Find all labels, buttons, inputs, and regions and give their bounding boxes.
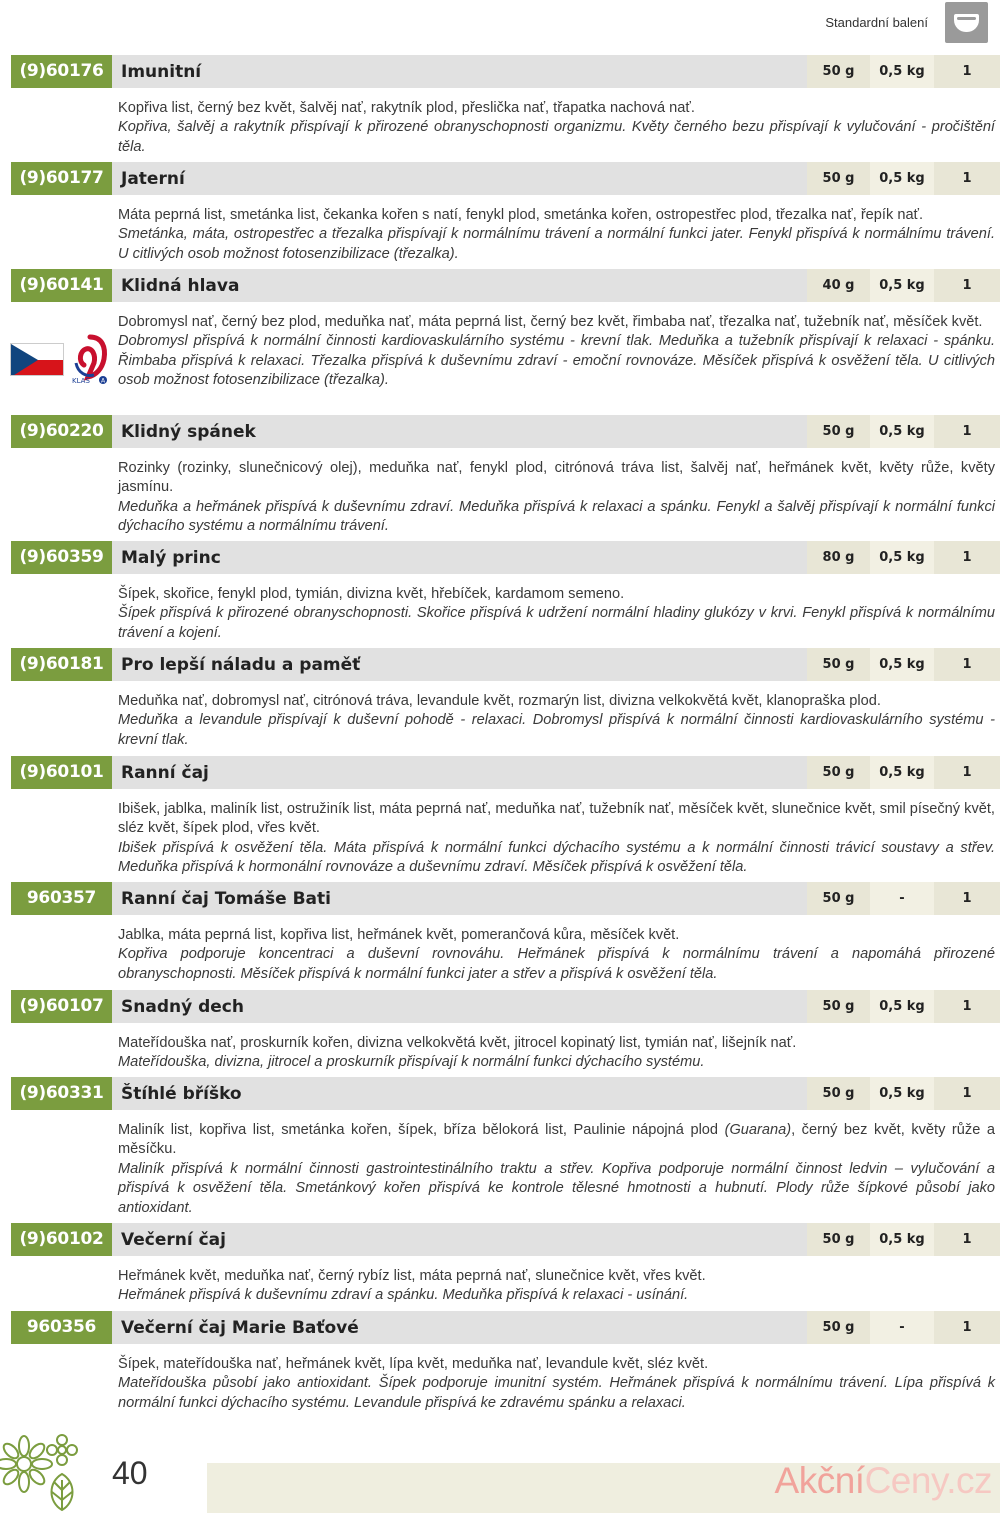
product-header: [11, 1311, 1000, 1344]
standard-packaging-label: Standardní balení: [825, 15, 928, 30]
product-description: [118, 926, 995, 984]
product-name: Klidný spánek: [121, 422, 256, 442]
page-number: 40: [112, 1455, 148, 1491]
product-name-bar: [112, 882, 807, 915]
product-name: Ranní čaj: [121, 763, 209, 783]
product-name: Večerní čaj: [121, 1230, 226, 1250]
product-code: (9)60176: [11, 55, 112, 88]
product-description: [118, 1121, 995, 1218]
czech-flag-icon: [10, 343, 64, 376]
ingredients-text: Maliník list, kopřiva list, smetánka kořen, šípek, bříza bělokorá list, Paulinie nápojná plod: [118, 1122, 725, 1138]
product-qty: 1: [934, 541, 1000, 574]
product-weight: 50 g: [807, 648, 870, 681]
product-name: Pro lepší náladu a paměť: [121, 655, 361, 675]
product-description: [118, 1034, 995, 1073]
product-claim: Ibišek přispívá k osvěžení těla. Máta přispívá k normální funkci dýchacího systému a k normální činnosti trávicí soustavy a střev. Meduňka přispívá k hormonální rovnováze a duševnímu zdraví. Měsíček přispívá k osvěžení těla.: [118, 839, 995, 876]
product-qty: 1: [934, 162, 1000, 195]
product-pack: 0,5 kg: [870, 269, 934, 302]
product-name-bar: [112, 990, 807, 1023]
product-name-bar: [112, 55, 807, 88]
product-code: (9)60102: [11, 1223, 112, 1256]
product-qty: 1: [934, 1311, 1000, 1344]
origin-badges: [10, 333, 110, 385]
klasa-a: A: [101, 377, 106, 385]
klasa-logo-icon: [70, 333, 110, 385]
product-pack: 0,5 kg: [870, 162, 934, 195]
watermark-part-a: Akční: [774, 1460, 865, 1501]
product-pack: 0,5 kg: [870, 756, 934, 789]
product-name-bar: [112, 541, 807, 574]
product-header: [11, 756, 1000, 789]
product-ingredients: Rozinky (rozinky, slunečnicový olej), meduňka nať, fenykl plod, citrónová tráva list, šalvěj nať, heřmánek květ, květy růže, květy jasmínu.: [118, 460, 995, 496]
product-pack: -: [870, 882, 934, 915]
ingredients-text: , černý bez květ, květy růže a měsíčku.: [118, 1122, 995, 1158]
product-code: 960356: [11, 1311, 112, 1344]
product-claim: Mateřídouška působí jako antioxidant. Šípek podporuje imunitní systém. Heřmánek přispívá k normálnímu trávení. Lípa přispívá k normální funkci dýchacího systému. Levandule přispívá ke zdravému spánku a relaxaci.: [118, 1375, 995, 1411]
product-qty: 1: [934, 415, 1000, 448]
product-weight: 50 g: [807, 756, 870, 789]
product-code: (9)60220: [11, 415, 112, 448]
product-code: (9)60107: [11, 990, 112, 1023]
product-header: [11, 648, 1000, 681]
product-weight: 50 g: [807, 882, 870, 915]
product-weight: 50 g: [807, 415, 870, 448]
product-claim: Meduňka a levandule přispívají k duševní pohodě - relaxaci. Dobromysl přispívá k normální činnosti kardiovaskulárního systému - krevní tlak.: [118, 712, 995, 748]
product-ingredients: Heřmánek květ, meduňka nať, černý rybíz list, máta peprná nať, slunečnice květ, vřes květ.: [118, 1268, 706, 1284]
product-code: (9)60359: [11, 541, 112, 574]
klasa-text: KLAS: [72, 377, 90, 385]
product-qty: 1: [934, 55, 1000, 88]
product-name-bar: [112, 648, 807, 681]
product-header: [11, 1077, 1000, 1110]
product-code: (9)60141: [11, 269, 112, 302]
product-claim: Kopřiva podporuje koncentraci a duševní rovnováhu. Heřmánek přispívá k normálnímu trávení a napomáhá přirozené obranyschopnosti. Měsíček přispívá k normální funkci jater a střev a přispívá k osvěžení těla.: [118, 946, 995, 982]
product-qty: 1: [934, 648, 1000, 681]
product-claim: Dobromysl přispívá k normální činnosti kardiovaskulárního systému - krevní tlak. Meduňka a tužebník přispívají k relaxaci - spánku. Řimbaba přispívá k relaxaci. Třezalka přispívá k duševnímu zdraví - emoční rovnováze. Měsíček přispívá k osvěžení těla. U citlivých osob možnost fotosenzibilizace (třezalka).: [118, 333, 995, 389]
product-pack: 0,5 kg: [870, 55, 934, 88]
product-weight: 50 g: [807, 162, 870, 195]
product-qty: 1: [934, 882, 1000, 915]
product-header: [11, 882, 1000, 915]
product-pack: 0,5 kg: [870, 1223, 934, 1256]
product-name: Malý princ: [121, 548, 221, 568]
product-name: Klidná hlava: [121, 276, 240, 296]
product-claim: Šípek přispívá k přirozené obranyschopnosti. Skořice přispívá k udržení normální hladiny glukózy v krvi. Fenykl přispívá k normálnímu trávení a kojení.: [118, 605, 995, 641]
product-description: [118, 585, 995, 643]
product-weight: 40 g: [807, 269, 870, 302]
product-code: (9)60331: [11, 1077, 112, 1110]
product-name-bar: [112, 1077, 807, 1110]
product-description: [118, 313, 995, 391]
product-header: [11, 415, 1000, 448]
product-name: Snadný dech: [121, 997, 244, 1017]
product-pack: 0,5 kg: [870, 541, 934, 574]
product-weight: 50 g: [807, 1077, 870, 1110]
product-header: [11, 990, 1000, 1023]
product-name-bar: [112, 269, 807, 302]
product-name-bar: [112, 1223, 807, 1256]
product-description: [118, 692, 995, 750]
product-name-bar: [112, 162, 807, 195]
product-name-bar: [112, 756, 807, 789]
product-code: 960357: [11, 882, 112, 915]
product-name-bar: [112, 1311, 807, 1344]
product-ingredients: [118, 1121, 995, 1160]
page-header: [0, 0, 1000, 50]
product-name: Štíhlé bříško: [121, 1084, 242, 1104]
product-ingredients: Mateřídouška nať, proskurník kořen, divizna velkokvětá květ, jitrocel kopinatý list, tymián nať, lišejník nať.: [118, 1035, 797, 1051]
product-header: [11, 269, 1000, 302]
product-ingredients: Máta peprná list, smetánka list, čekanka kořen s natí, fenykl plod, smetánka kořen, ostropestřec plod, třezalka nať, řepík nať.: [118, 207, 924, 223]
product-ingredients: Šípek, mateřídouška nať, heřmánek květ, lípa květ, meduňka nať, levandule květ, sléz květ.: [118, 1356, 709, 1372]
watermark-logo: [775, 1460, 992, 1502]
product-code: (9)60181: [11, 648, 112, 681]
bowl-icon: [945, 2, 988, 43]
product-claim: Heřmánek přispívá k duševnímu zdraví a spánku. Meduňka přispívá k relaxaci - usínání.: [118, 1287, 689, 1304]
product-ingredients: Šípek, skořice, fenykl plod, tymián, divizna květ, hřebíček, kardamom semeno.: [118, 586, 625, 602]
product-description: [118, 459, 995, 537]
product-header: [11, 55, 1000, 88]
product-claim: Maliník přispívá k normální činnosti gastrointestinálního traktu a střev. Kopřiva podporuje normální činnost ledvin – vylučování a přispívá k osvěžení těla. Smetánkový kořen přispívá ke kontrole tělesné hmotnosti a hubnutí. Plody růže šípkové působí jako antioxidant.: [118, 1160, 995, 1216]
flower-decoration-icon: [0, 1430, 82, 1513]
product-pack: -: [870, 1311, 934, 1344]
product-ingredients: Kopřiva list, černý bez květ, šalvěj nať, rakytník plod, přeslička nať, třapatka nachová nať.: [118, 100, 695, 116]
product-qty: 1: [934, 756, 1000, 789]
product-code: (9)60101: [11, 756, 112, 789]
product-header: [11, 1223, 1000, 1256]
product-qty: 1: [934, 1077, 1000, 1110]
product-qty: 1: [934, 1223, 1000, 1256]
product-ingredients: Jablka, máta peprná list, kopřiva list, heřmánek květ, pomerančová kůra, měsíček květ.: [118, 927, 680, 943]
product-ingredients: Ibišek, jablka, maliník list, ostružiník list, máta peprná nať, meduňka nať, tužebník nať, měsíček květ, slunečnice květ, smil písečný květ, sléz květ, šípek plod, vřes květ.: [118, 801, 995, 837]
product-name: Imunitní: [121, 62, 202, 82]
product-pack: 0,5 kg: [870, 415, 934, 448]
product-description: [118, 800, 995, 878]
product-code: (9)60177: [11, 162, 112, 195]
product-weight: 50 g: [807, 990, 870, 1023]
product-weight: 50 g: [807, 1223, 870, 1256]
product-claim: Smetánka, máta, ostropestřec a třezalka přispívají k normálnímu trávení a normální funkci jater. Fenykl přispívá k normálnímu trávení. U citlivých osob možnost fotosenzibilizace (třezalka).: [118, 226, 995, 262]
product-description: [118, 1355, 995, 1413]
product-weight: 50 g: [807, 55, 870, 88]
product-pack: 0,5 kg: [870, 648, 934, 681]
product-qty: 1: [934, 990, 1000, 1023]
watermark-part-b: Ceny.cz: [864, 1460, 992, 1501]
product-claim: Kopřiva, šalvěj a rakytník přispívají k přirozené obranyschopnosti organizmu. Květy černého bezu přispívají k vylučování - pročištění těla.: [118, 119, 995, 155]
product-description: [118, 206, 995, 264]
product-description: [118, 99, 995, 157]
product-name: Jaterní: [121, 169, 185, 189]
product-pack: 0,5 kg: [870, 990, 934, 1023]
product-weight: 50 g: [807, 1311, 870, 1344]
product-pack: 0,5 kg: [870, 1077, 934, 1110]
product-description: [118, 1267, 995, 1306]
product-ingredients: Meduňka nať, dobromysl nať, citrónová tráva, levandule květ, rozmarýn list, divizna velkokvětá květ, klanopraška plod.: [118, 693, 881, 709]
product-header: [11, 541, 1000, 574]
product-claim: Meduňka a heřmánek přispívá k duševnímu zdraví. Meduňka přispívá k relaxaci a spánku. Fenykl a šalvěj přispívají k normální funkci dýchacího systému a normálnímu trávení.: [118, 498, 995, 535]
product-header: [11, 162, 1000, 195]
product-qty: 1: [934, 269, 1000, 302]
product-name: Večerní čaj Marie Baťové: [121, 1318, 359, 1338]
product-weight: 80 g: [807, 541, 870, 574]
product-name: Ranní čaj Tomáše Bati: [121, 889, 331, 909]
ingredients-latin: (Guarana): [724, 1122, 792, 1138]
product-claim: Mateřídouška, divizna, jitrocel a proskurník přispívají k normální funkci dýchacího systému.: [118, 1054, 705, 1071]
product-name-bar: [112, 415, 807, 448]
product-ingredients: Dobromysl nať, černý bez plod, meduňka nať, máta peprná list, černý bez květ, řimbaba nať, třezalka nať, tužebník nať, měsíček květ.: [118, 314, 983, 330]
